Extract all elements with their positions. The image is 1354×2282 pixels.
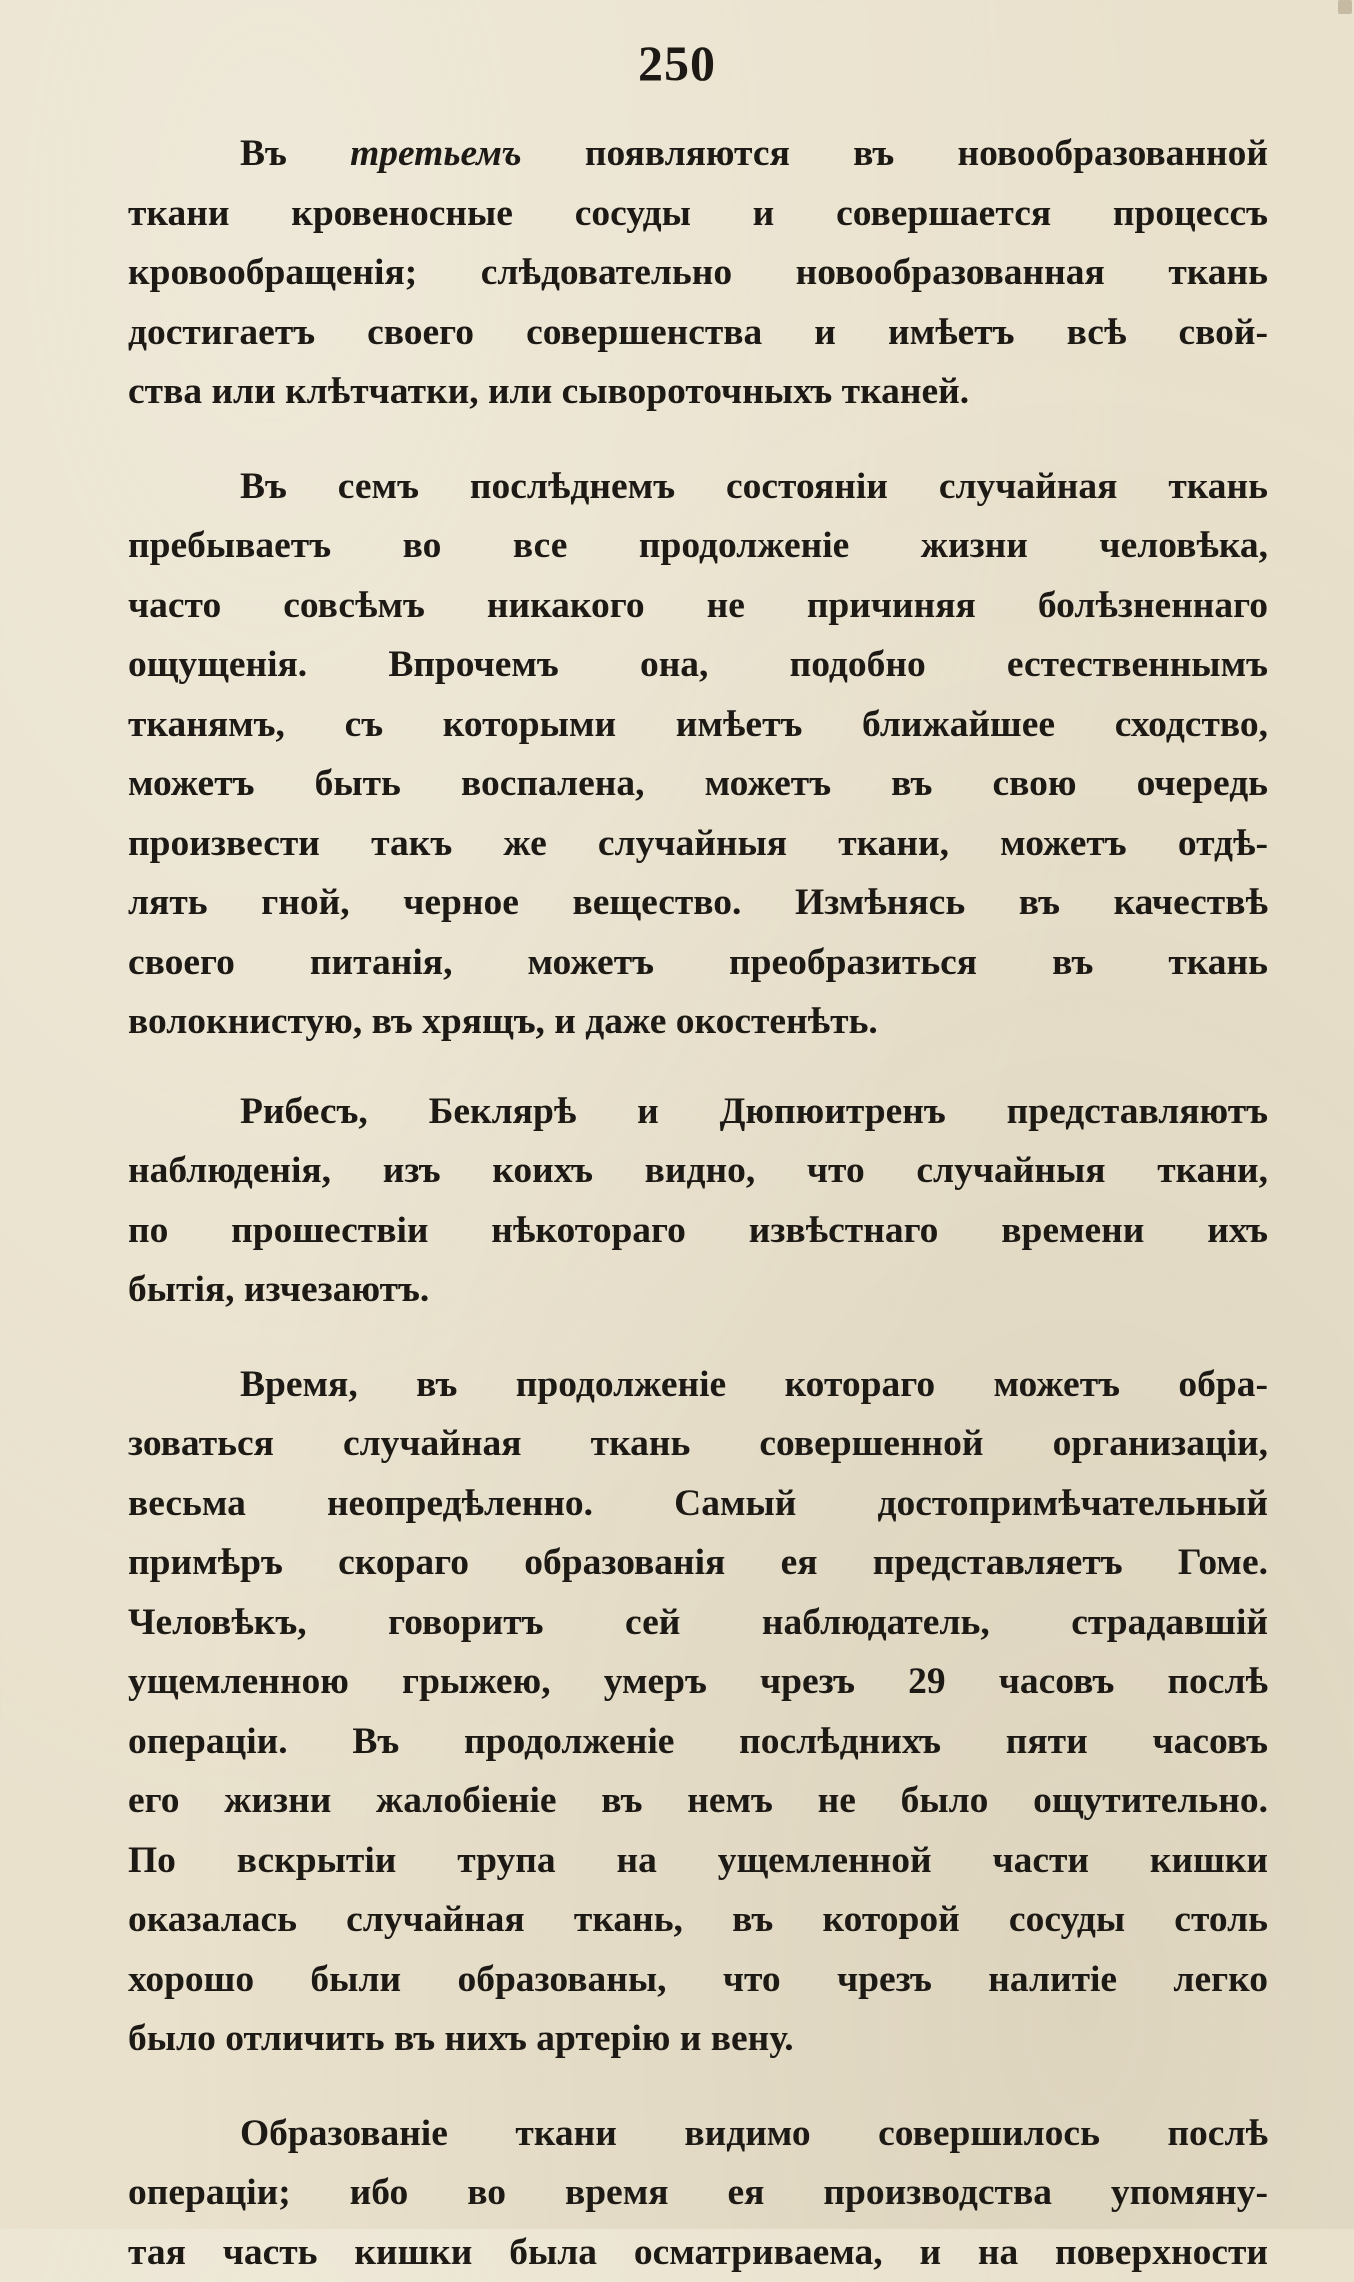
text-line: Человѣкъ, говоритъ сей наблюдатель, страдавшій xyxy=(128,1593,1268,1653)
paragraph-gap xyxy=(128,1052,1268,1082)
paragraph-1 xyxy=(128,124,1268,422)
text-line: зоваться случайная ткань совершенной организаціи, xyxy=(128,1414,1268,1474)
text-line: Время, въ продолженіе котораго можетъ обра- xyxy=(128,1355,1268,1415)
text-line: примѣръ скораго образованія ея представляетъ Гоме. xyxy=(128,1533,1268,1593)
page-corner-mark xyxy=(1338,0,1352,14)
text-line: ущемленною грыжею, умеръ чрезъ 29 часовъ послѣ xyxy=(128,1652,1268,1712)
text-line: операціи. Въ продолженіе послѣднихъ пяти часовъ xyxy=(128,1712,1268,1772)
text-line: тая часть кишки была осматриваема, и на поверхности xyxy=(128,2223,1268,2282)
text-line: произвести такъ же случайныя ткани, можетъ отдѣ- xyxy=(128,814,1268,874)
text-line: оказалась случайная ткань, въ которой сосуды столь xyxy=(128,1890,1268,1950)
paragraph-gap xyxy=(128,1320,1268,1355)
text-line: кровообращенія; слѣдовательно новообразованная ткань xyxy=(128,243,1268,303)
text-line: лять гной, черное вещество. Измѣнясь въ качествѣ xyxy=(128,873,1268,933)
text-line: по прошествіи нѣкотораго извѣстнаго времени ихъ xyxy=(128,1201,1268,1261)
text-line: Рибесъ, Беклярѣ и Дюпюитренъ представляютъ xyxy=(128,1082,1268,1142)
text-line: можетъ быть воспалена, можетъ въ свою очередь xyxy=(128,754,1268,814)
text-line: своего питанія, можетъ преобразиться въ ткань xyxy=(128,933,1268,993)
text-line: По вскрытіи трупа на ущемленной части кишки xyxy=(128,1831,1268,1891)
text-line: часто совсѣмъ никакого не причиняя болѣзненнаго xyxy=(128,576,1268,636)
body-text xyxy=(128,124,1268,2282)
text-line: Въ семъ послѣднемъ состояніи случайная ткань xyxy=(128,457,1268,517)
text-line: весьма неопредѣленно. Самый достопримѣчательный xyxy=(128,1474,1268,1534)
text-line: ства или клѣтчатки, или сывороточныхъ тканей. xyxy=(128,362,1268,422)
text-line: операціи; ибо во время ея производства упомяну- xyxy=(128,2163,1268,2223)
text-line: хорошо были образованы, что чрезъ налитіе легко xyxy=(128,1950,1268,2010)
text-line: тканямъ, съ которыми имѣетъ ближайшее сходство, xyxy=(128,695,1268,755)
text-line: пребываетъ во все продолженіе жизни человѣка, xyxy=(128,516,1268,576)
text-line: его жизни жалобіеніе въ немъ не было ощутительно. xyxy=(128,1771,1268,1831)
paragraph-5 xyxy=(128,2104,1268,2282)
text-line: достигаетъ своего совершенства и имѣетъ всѣ свой- xyxy=(128,303,1268,363)
paragraph-2 xyxy=(128,457,1268,1052)
text-line: бытія, изчезаютъ. xyxy=(128,1260,1268,1320)
text-line: было отличить въ нихъ артерію и вену. xyxy=(128,2009,1268,2069)
page-number: 250 xyxy=(0,34,1354,92)
paragraph-4 xyxy=(128,1355,1268,2069)
text-line: Образованіе ткани видимо совершилось послѣ xyxy=(128,2104,1268,2164)
text-line: волокнистую, въ хрящъ, и даже окостенѣть. xyxy=(128,992,1268,1052)
paragraph-gap xyxy=(128,422,1268,457)
text-line: наблюденія, изъ коихъ видно, что случайныя ткани, xyxy=(128,1141,1268,1201)
paragraph-gap xyxy=(128,2069,1268,2104)
text-line: ткани кровеносные сосуды и совершается процессъ xyxy=(128,184,1268,244)
paragraph-3 xyxy=(128,1082,1268,1320)
text-line: ощущенія. Впрочемъ она, подобно естественнымъ xyxy=(128,635,1268,695)
text-line: Въ третьемъ появляются въ новообразованной xyxy=(128,124,1268,184)
